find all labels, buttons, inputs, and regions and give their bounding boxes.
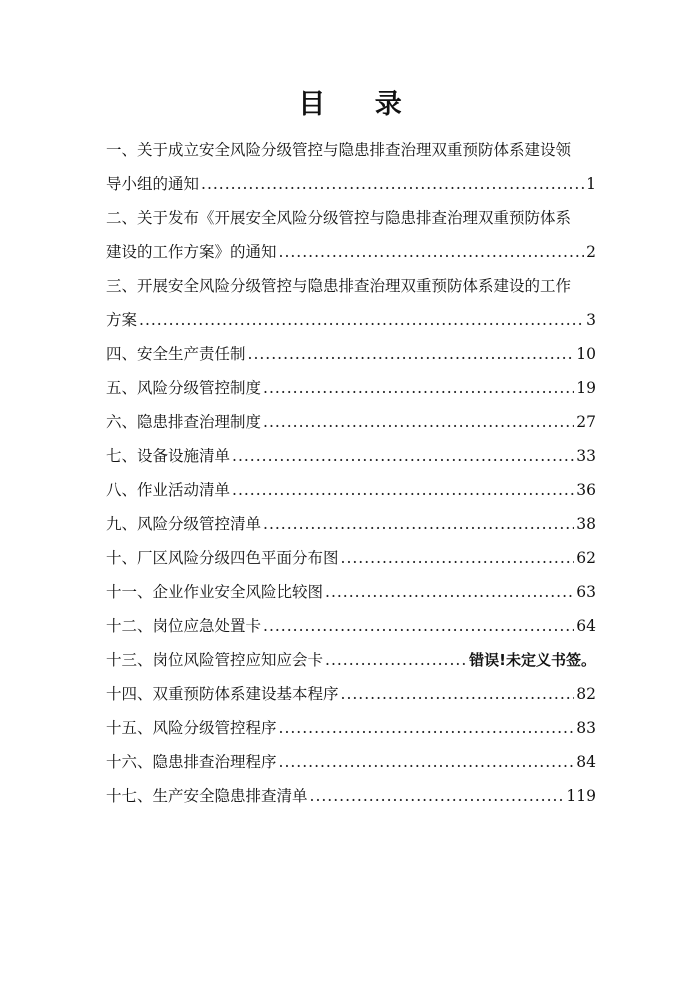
toc-entry-text-line1: 三、开展安全风险分级管控与隐患排查治理双重预防体系建设的工作	[106, 277, 572, 295]
dot-leader	[248, 337, 575, 371]
toc-page-number: 62	[576, 549, 596, 567]
toc-page-number: 2	[586, 243, 596, 261]
toc-page-number: 27	[576, 413, 596, 431]
toc-entry-text: 九、风险分级管控清单	[106, 515, 262, 533]
toc-entry-4[interactable]	[106, 337, 596, 371]
toc-entry-16[interactable]	[106, 745, 596, 779]
toc-entry-text: 十一、企业作业安全风险比较图	[106, 583, 324, 601]
dot-leader	[341, 677, 575, 711]
toc-entry-text: 十、厂区风险分级四色平面分布图	[106, 549, 339, 567]
toc-entry-1[interactable]	[106, 133, 596, 201]
dot-leader	[263, 371, 574, 405]
toc-entry-text: 十七、生产安全隐患排查清单	[106, 787, 308, 805]
dot-leader	[263, 507, 574, 541]
toc-entry-3[interactable]	[106, 269, 596, 337]
dot-leader	[201, 167, 584, 201]
dot-leader	[279, 745, 575, 779]
toc-entry-text: 十六、隐患排查治理程序	[106, 753, 277, 771]
dot-leader	[263, 609, 574, 643]
toc-title: 目 录	[298, 89, 422, 120]
toc-entry-5[interactable]	[106, 371, 596, 405]
toc-page-number: 3	[586, 311, 596, 329]
toc-entry-text: 四、安全生产责任制	[106, 345, 246, 363]
toc-page-number: 63	[576, 583, 596, 601]
toc-entry-text-line2: 方案	[106, 311, 138, 329]
toc-entry-text: 五、风险分级管控制度	[106, 379, 262, 397]
toc-page-number: 64	[576, 617, 596, 635]
toc-entry-text: 七、设备设施清单	[106, 447, 231, 465]
toc-entry-17[interactable]	[106, 779, 596, 813]
toc-entry-10[interactable]	[106, 541, 596, 575]
dot-leader	[310, 779, 565, 813]
table-of-contents	[106, 133, 596, 813]
toc-entry-text-line1: 二、关于发布《开展安全风险分级管控与隐患排查治理双重预防体系	[106, 209, 572, 227]
toc-entry-13[interactable]	[106, 643, 596, 677]
dot-leader	[232, 439, 574, 473]
toc-entry-12[interactable]	[106, 609, 596, 643]
dot-leader	[279, 235, 585, 269]
toc-entry-text: 十四、双重预防体系建设基本程序	[106, 685, 339, 703]
toc-entry-2[interactable]	[106, 201, 596, 269]
toc-entry-text: 十二、岗位应急处置卡	[106, 617, 262, 635]
dot-leader	[139, 303, 584, 337]
toc-entry-text-line2: 建设的工作方案》的通知	[106, 243, 277, 261]
dot-leader	[341, 541, 575, 575]
toc-entry-7[interactable]	[106, 439, 596, 473]
dot-leader	[279, 711, 575, 745]
dot-leader	[232, 473, 574, 507]
toc-entry-text-line2: 导小组的通知	[106, 175, 200, 193]
toc-entry-text: 十五、风险分级管控程序	[106, 719, 277, 737]
toc-entry-11[interactable]	[106, 575, 596, 609]
toc-page-number: 19	[576, 379, 596, 397]
toc-entry-6[interactable]	[106, 405, 596, 439]
toc-entry-8[interactable]	[106, 473, 596, 507]
toc-entry-text: 六、隐患排查治理制度	[106, 413, 262, 431]
dot-leader	[325, 575, 574, 609]
toc-entry-9[interactable]	[106, 507, 596, 541]
toc-page-number: 119	[566, 787, 596, 805]
toc-entry-15[interactable]	[106, 711, 596, 745]
toc-bookmark-error: 错误!未定义书签。	[469, 651, 596, 669]
toc-page-number: 33	[576, 447, 596, 465]
toc-page-number: 84	[576, 753, 596, 771]
toc-entry-14[interactable]	[106, 677, 596, 711]
toc-entry-text-line1: 一、关于成立安全风险分级管控与隐患排查治理双重预防体系建设领	[106, 141, 572, 159]
toc-entry-text: 八、作业活动清单	[106, 481, 231, 499]
toc-page-number: 36	[576, 481, 596, 499]
toc-page-number: 83	[576, 719, 596, 737]
toc-entry-text: 十三、岗位风险管控应知应会卡	[106, 651, 324, 669]
toc-page-number: 10	[576, 345, 596, 363]
toc-page-number: 82	[576, 685, 596, 703]
toc-page-number: 1	[586, 175, 596, 193]
dot-leader	[325, 643, 467, 677]
dot-leader	[263, 405, 574, 439]
toc-page-number: 38	[576, 515, 596, 533]
